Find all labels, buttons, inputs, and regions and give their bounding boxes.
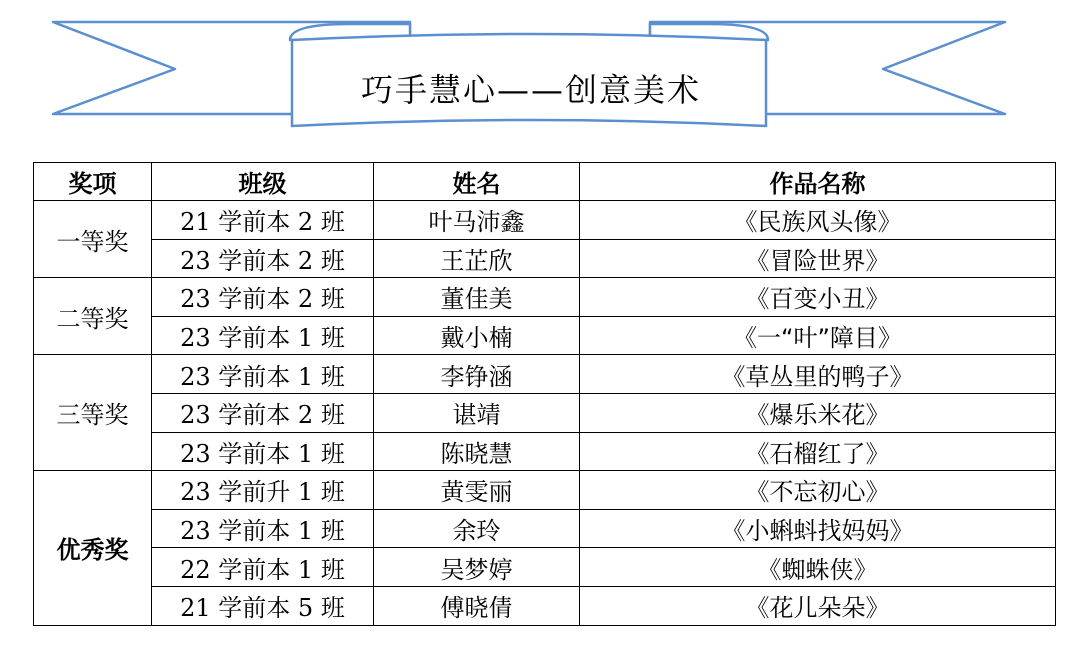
award-third: 三等奖 [34, 355, 152, 471]
name-cell: 吴梦婷 [374, 548, 580, 587]
header-class: 班级 [152, 163, 374, 201]
title-banner [0, 0, 1080, 150]
name-cell: 戴小楠 [374, 316, 580, 355]
name-cell: 余玲 [374, 509, 580, 548]
name-cell: 董佳美 [374, 278, 580, 317]
header-work: 作品名称 [580, 163, 1056, 201]
class-cell: 23 学前本 2 班 [152, 239, 374, 278]
award-first: 一等奖 [34, 201, 152, 278]
table-row [34, 239, 1056, 278]
name-cell: 傅晓倩 [374, 586, 580, 625]
table-row [34, 509, 1056, 548]
work-cell: 《爆乐米花》 [580, 393, 1056, 432]
header-name: 姓名 [374, 163, 580, 201]
class-cell: 23 学前本 1 班 [152, 432, 374, 471]
table-header-row [34, 163, 1056, 201]
name-cell: 陈晓慧 [374, 432, 580, 471]
class-cell: 23 学前本 2 班 [152, 393, 374, 432]
class-cell: 23 学前升 1 班 [152, 471, 374, 510]
work-cell: 《冒险世界》 [580, 239, 1056, 278]
class-cell: 21 学前本 5 班 [152, 586, 374, 625]
work-cell: 《小蝌蚪找妈妈》 [580, 509, 1056, 548]
class-cell: 23 学前本 1 班 [152, 355, 374, 394]
page-title: 巧手慧心——创意美术 [360, 71, 701, 109]
table-row [34, 432, 1056, 471]
class-cell: 23 学前本 1 班 [152, 509, 374, 548]
work-cell: 《一“叶”障目》 [580, 316, 1056, 355]
table-row [34, 586, 1056, 625]
work-cell: 《花儿朵朵》 [580, 586, 1056, 625]
name-cell: 黄雯丽 [374, 471, 580, 510]
class-cell: 21 学前本 2 班 [152, 201, 374, 240]
table-row [34, 471, 1056, 510]
class-cell: 23 学前本 1 班 [152, 316, 374, 355]
name-cell: 叶马沛鑫 [374, 201, 580, 240]
awards-table [33, 162, 1056, 626]
work-cell: 《不忘初心》 [580, 471, 1056, 510]
name-cell: 李铮涵 [374, 355, 580, 394]
work-cell: 《百变小丑》 [580, 278, 1056, 317]
table-row [34, 278, 1056, 317]
work-cell: 《草丛里的鸭子》 [580, 355, 1056, 394]
class-cell: 22 学前本 1 班 [152, 548, 374, 587]
header-award: 奖项 [34, 163, 152, 201]
table-row [34, 355, 1056, 394]
award-excellent: 优秀奖 [34, 471, 152, 625]
award-second: 二等奖 [34, 278, 152, 355]
work-cell: 《石榴红了》 [580, 432, 1056, 471]
work-cell: 《民族风头像》 [580, 201, 1056, 240]
table-row [34, 316, 1056, 355]
table-row [34, 393, 1056, 432]
name-cell: 王芷欣 [374, 239, 580, 278]
table-row [34, 201, 1056, 240]
name-cell: 谌靖 [374, 393, 580, 432]
work-cell: 《蜘蛛侠》 [580, 548, 1056, 587]
class-cell: 23 学前本 2 班 [152, 278, 374, 317]
table-row [34, 548, 1056, 587]
